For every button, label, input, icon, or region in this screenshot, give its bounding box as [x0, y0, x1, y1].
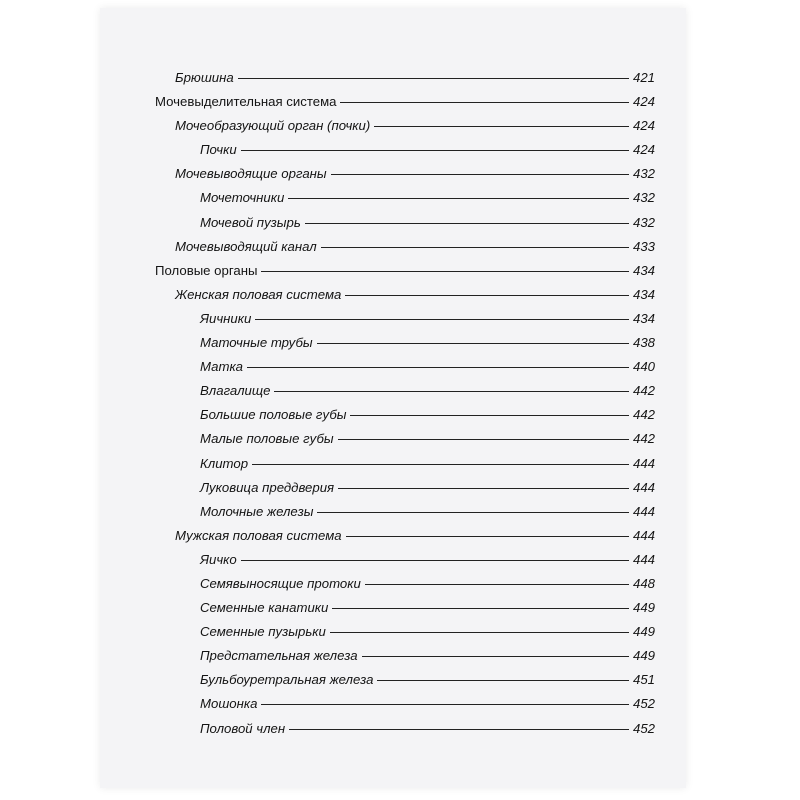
toc-entry	[155, 576, 655, 600]
toc-entry-page-number: 444	[632, 527, 655, 543]
toc-entry-page-number: 449	[632, 624, 655, 640]
toc-entry-title: Мочеобразующий орган (почки)	[175, 118, 371, 134]
dot-leader	[346, 536, 629, 537]
dot-leader	[238, 78, 629, 79]
toc-entry	[155, 142, 655, 166]
toc-entry-page-number: 434	[632, 262, 655, 278]
toc-entry-page-number: 449	[632, 648, 655, 664]
dot-leader	[338, 439, 629, 440]
toc-entry	[155, 383, 655, 407]
dot-leader	[331, 174, 629, 175]
toc-entry-page-number: 440	[632, 359, 655, 375]
toc-entry-title: Влагалище	[200, 383, 271, 399]
toc-entry	[155, 600, 655, 624]
table-of-contents	[155, 70, 655, 745]
toc-entry-title: Клитор	[200, 455, 249, 471]
toc-entry-page-number: 434	[632, 310, 655, 326]
toc-entry-page-number: 442	[632, 383, 655, 399]
toc-entry-page-number: 452	[632, 696, 655, 712]
dot-leader	[330, 632, 629, 633]
toc-entry	[155, 456, 655, 480]
toc-entry-title: Предстательная железа	[200, 648, 358, 664]
toc-entry	[155, 648, 655, 672]
toc-entry	[155, 672, 655, 696]
toc-entry	[155, 504, 655, 528]
dot-leader	[365, 584, 629, 585]
toc-entry-title: Маточные трубы	[200, 335, 313, 351]
dot-leader	[332, 608, 629, 609]
dot-leader	[305, 223, 629, 224]
toc-entry-title: Половой член	[200, 720, 286, 736]
toc-entry	[155, 552, 655, 576]
dot-leader	[340, 102, 629, 103]
dot-leader	[289, 729, 629, 730]
toc-entry-title: Мочевыводящие органы	[175, 166, 327, 182]
toc-entry	[155, 696, 655, 720]
toc-entry-title: Семенные канатики	[200, 600, 329, 616]
toc-entry-page-number: 449	[632, 600, 655, 616]
toc-entry	[155, 528, 655, 552]
toc-entry-page-number: 444	[632, 551, 655, 567]
toc-entry	[155, 407, 655, 431]
toc-entry-page-number: 438	[632, 335, 655, 351]
toc-entry-title: Мочеточники	[200, 190, 285, 206]
toc-entry	[155, 721, 655, 745]
toc-entry	[155, 287, 655, 311]
toc-entry	[155, 431, 655, 455]
dot-leader	[252, 464, 629, 465]
toc-entry	[155, 624, 655, 648]
toc-entry	[155, 118, 655, 142]
dot-leader	[345, 295, 629, 296]
dot-leader	[241, 150, 629, 151]
toc-entry	[155, 359, 655, 383]
dot-leader	[338, 488, 629, 489]
toc-entry-page-number: 444	[632, 503, 655, 519]
toc-entry-page-number: 451	[632, 672, 655, 688]
dot-leader	[288, 198, 629, 199]
toc-entry	[155, 335, 655, 359]
toc-entry-page-number: 444	[632, 479, 655, 495]
dot-leader	[317, 512, 629, 513]
toc-entry-title: Молочные железы	[200, 503, 314, 519]
toc-entry-title: Половые органы	[155, 262, 258, 278]
toc-entry-page-number: 421	[632, 70, 655, 85]
toc-entry-page-number: 452	[632, 720, 655, 736]
toc-entry	[155, 215, 655, 239]
toc-entry	[155, 263, 655, 287]
dot-leader	[261, 704, 629, 705]
dot-leader	[255, 319, 629, 320]
toc-entry-page-number: 442	[632, 407, 655, 423]
dot-leader	[261, 271, 629, 272]
toc-entry-page-number: 432	[632, 166, 655, 182]
toc-entry	[155, 70, 655, 94]
toc-entry-title: Почки	[200, 142, 237, 158]
dot-leader	[350, 415, 629, 416]
toc-entry-title: Семявыносящие протоки	[200, 575, 361, 591]
toc-entry-title: Мужская половая система	[175, 527, 342, 543]
toc-entry	[155, 311, 655, 335]
toc-entry	[155, 239, 655, 263]
toc-entry-title: Бульбоуретральная железа	[200, 672, 374, 688]
toc-entry	[155, 166, 655, 190]
toc-entry-title: Брюшина	[175, 70, 234, 85]
toc-entry-title: Луковица преддверия	[200, 479, 335, 495]
dot-leader	[241, 560, 629, 561]
toc-entry-title: Мочевыделительная система	[155, 94, 337, 110]
toc-entry-page-number: 442	[632, 431, 655, 447]
toc-entry-page-number: 444	[632, 455, 655, 471]
toc-entry-page-number: 433	[632, 238, 655, 254]
toc-entry-page-number: 432	[632, 214, 655, 230]
dot-leader	[377, 680, 629, 681]
dot-leader	[321, 247, 629, 248]
toc-entry-page-number: 424	[632, 118, 655, 134]
toc-entry-title: Яичко	[200, 551, 237, 567]
toc-entry-page-number: 448	[632, 575, 655, 591]
toc-entry-title: Семенные пузырьки	[200, 624, 326, 640]
dot-leader	[274, 391, 629, 392]
toc-entry-page-number: 424	[632, 142, 655, 158]
toc-entry-page-number: 434	[632, 286, 655, 302]
toc-entry-title: Мочевой пузырь	[200, 214, 301, 230]
dot-leader	[247, 367, 629, 368]
toc-entry-title: Яичники	[200, 310, 252, 326]
dot-leader	[374, 126, 629, 127]
dot-leader	[362, 656, 629, 657]
toc-entry	[155, 480, 655, 504]
toc-entry-page-number: 424	[632, 94, 655, 110]
toc-entry-title: Большие половые губы	[200, 407, 347, 423]
dot-leader	[317, 343, 629, 344]
toc-entry	[155, 94, 655, 118]
toc-entry-title: Мошонка	[200, 696, 258, 712]
toc-entry-title: Матка	[200, 359, 244, 375]
toc-entry-page-number: 432	[632, 190, 655, 206]
toc-entry-title: Малые половые губы	[200, 431, 334, 447]
toc-entry-title: Мочевыводящий канал	[175, 238, 317, 254]
toc-entry	[155, 190, 655, 214]
toc-entry-title: Женская половая система	[175, 286, 342, 302]
